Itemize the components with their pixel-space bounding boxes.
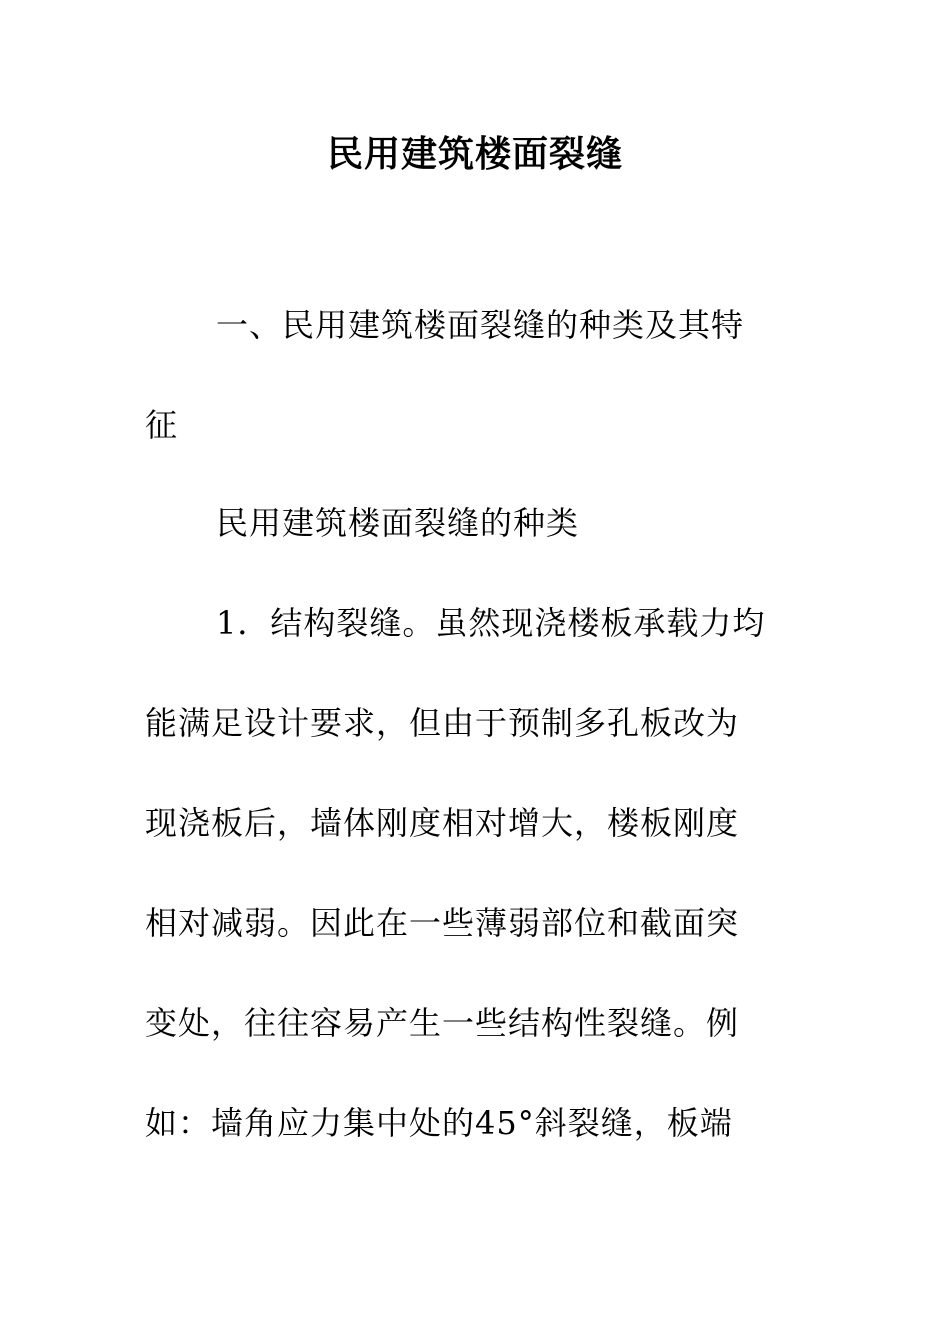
paragraph-line: 1．结构裂缝。虽然现浇楼板承载力均 (216, 604, 766, 642)
document-title: 民用建筑楼面裂缝 (326, 133, 623, 175)
paragraph-line: 变处，往往容易产生一些结构性裂缝。例 (145, 1004, 740, 1042)
paragraph-line: 如：墙角应力集中处的45°斜裂缝，板端 (145, 1104, 733, 1142)
subheading: 民用建筑楼面裂缝的种类 (216, 504, 580, 542)
paragraph-line: 能满足设计要求，但由于预制多孔板改为 (145, 704, 740, 742)
paragraph-line: 相对减弱。因此在一些薄弱部位和截面突 (145, 904, 740, 942)
section-heading-line-1: 一、民用建筑楼面裂缝的种类及其特 (216, 306, 745, 344)
section-heading-line-2: 征 (145, 406, 179, 444)
paragraph-line: 现浇板后，墙体刚度相对增大，楼板刚度 (145, 804, 740, 842)
